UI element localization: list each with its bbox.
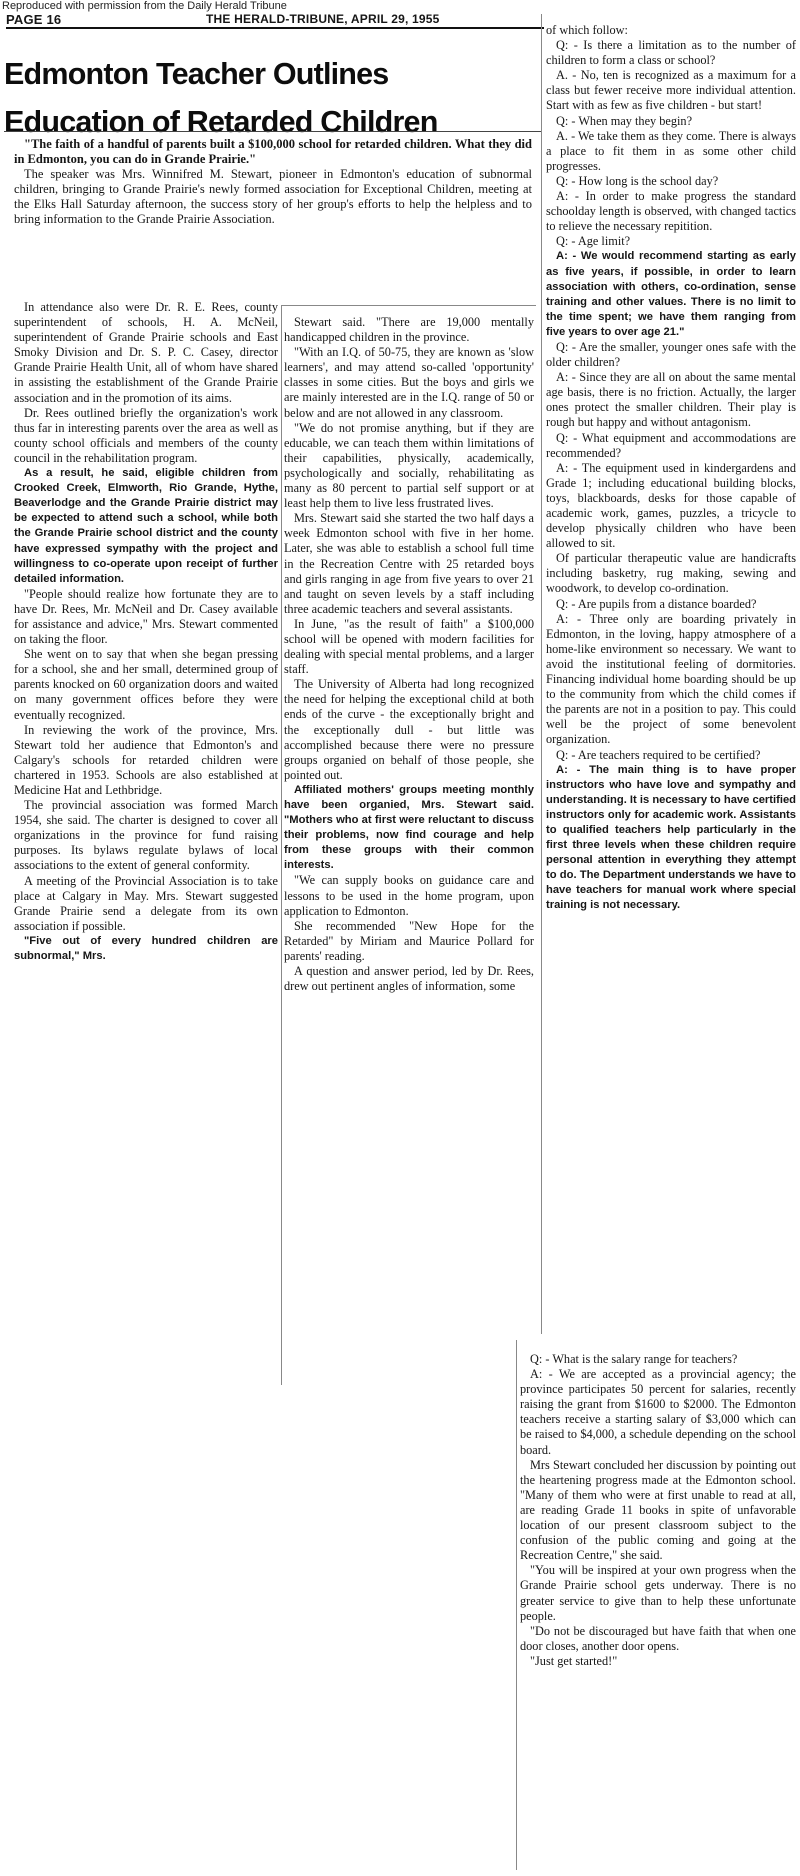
lead-quote: "The faith of a handful of parents built a $100,000 school for retarded children. What they did in Edmonton, you can do in Grande Prairie.": [14, 137, 532, 167]
paragraph: A question and answer period, led by Dr. Rees, drew out pertinent angles of information, some: [284, 964, 534, 994]
paragraph: "Just get started!": [530, 1653, 618, 1668]
question: Q: - What is the salary range for teachers?: [530, 1352, 738, 1366]
headline-rule: [4, 131, 542, 132]
paragraph: The University of Alberta had long recognized the need for helping the exceptional child at both ends of the curve - the exceptionally bright and the exceptionally dull - but little was accomplished because there were no pressure groups organied on behalf of those people, she pointed out.: [284, 677, 534, 782]
column-divider-1: [281, 305, 282, 1385]
article-column-1: [14, 300, 278, 964]
paragraph: In attendance also were Dr. R. E. Rees, county superintendent of schools, H. A. McNeil, superintendent of Grande Prairie schools and East Smoky Division and Dr. S. P. C. Casey, director Grande Prairie Health Unit, all of whom have shared in assisting the establishment of the Grande Prairie association and in the promotion of its aims.: [14, 300, 278, 405]
question: Q: - How long is the school day?: [556, 173, 719, 188]
paragraph: "Do not be discouraged but have faith that when one door closes, another door opens.: [520, 1623, 796, 1653]
paragraph: She recommended "New Hope for the Retarded" by Miriam and Maurice Pollard for parents' reading.: [284, 918, 534, 963]
article-column-2: [284, 315, 534, 994]
answer: A: - In order to make progress the standard schoolday length is observed, with changed tactics to relieve the necessary repitition.: [546, 189, 796, 234]
answer: A: - The main thing is to have proper instructors who have love and sympathy and understanding. It is necessary to have certified instructors only for academic work. Assistants to qualified teachers help particularly in the first three levels when these children require personal attention in everything they attempt to do. The Department understands we have to have teachers for manual work where special training is not necessary.: [546, 763, 796, 912]
paragraph: Stewart said. "There are 19,000 mentally handicapped children in the province.: [284, 315, 534, 345]
column-rule-top: [282, 305, 536, 306]
paragraph: "Five out of every hundred children are subnormal," Mrs.: [14, 934, 278, 963]
answer: A: - We would recommend starting as early as five years, if possible, in order to learn association with others, co-ordination, sense training and other values. There is no limit to the time spent; we have them ranging from five years to over age 21.": [546, 250, 796, 338]
paragraph: Dr. Rees outlined briefly the organization's work thus far in interesting parents over the area as well as county school officials and members of the county council in the rehabilitation program.: [14, 405, 278, 465]
paragraph: Mrs Stewart concluded her discussion by pointing out the heartening progress made at the Edmonton school. "Many of them who were at first unable to read at all, are reading Grade 11 books in spite of unfavorable location of our present classroom subject to the confusion of the public coming and going at the Recreation Centre," she said.: [520, 1457, 796, 1563]
paragraph: Affiliated mothers' groups meeting monthly have been organied, Mrs. Stewart said. "Mothers who at first were reluctant to discuss their problems, now find courage and help from these groups with their common interests.: [284, 783, 534, 872]
headline-line-1: Edmonton Teacher Outlines: [4, 57, 389, 91]
paragraph: of which follow:: [546, 23, 628, 37]
question: Q: - When may they begin?: [556, 113, 693, 128]
column-divider-3: [516, 1340, 517, 1870]
permission-notice: Reproduced with permission from the Daily Herald Tribune: [2, 0, 287, 12]
paragraph: She went on to say that when she began pressing for a school, she and her small, determined group of parents knocked on 60 organization doors and waited on many government offices before they were eventually recognized.: [14, 647, 278, 722]
newspaper-dateline: THE HERALD-TRIBUNE, APRIL 29, 1955: [206, 12, 440, 26]
paragraph: "We can supply books on guidance care and lessons to be used in the home program, upon application to Edmonton.: [284, 873, 534, 918]
column-divider-2: [541, 14, 542, 1334]
answer: A: - Three only are boarding privately in Edmonton, in the loving, happy atmosphere of a home-like environment so necessary. We want to avoid the institutional feeling of dormitories. Financing individual home boarding should be up to the community from which the child comes if the parents are not in a position to pay. This could well be the project of some benevolent organization.: [546, 611, 796, 747]
question: Q: - Are pupils from a distance boarded?: [556, 596, 757, 611]
question: Q: - Age limit?: [556, 234, 631, 249]
lead-paragraph: The speaker was Mrs. Winnifred M. Stewart, pioneer in Edmonton's education of subnormal children, bringing to Grande Prairie's newly formed association for Exceptional Children, meeting at the Elks Hall Saturday afternoon, the success story of her group's efforts to help the helpless and to bring information to the Grande Prairie Association.: [14, 167, 532, 227]
question: Q: - Are teachers required to be certified?: [556, 747, 761, 762]
answer: A: - The equipment used in kindergardens and Grade 1; including educational building blocks, toys, blackboards, desks for those capable of academic work, games, puzzles, a tricycle to develop physically children who have been allowed to sit.: [546, 460, 796, 551]
page-number: PAGE 16: [6, 12, 62, 27]
answer: A: - We are accepted as a provincial agency; the province participates 50 percent for salaries, recently raising the grant from $1600 to $2000. The Edmonton teachers receive a starting salary of $3,000 which can be raised to $4,000, a schedule depending on the school board.: [520, 1367, 796, 1457]
paragraph: "People should realize how fortunate they are to have Dr. Rees, Mr. McNeil and Dr. Casey available for assistance and advice," Mrs. Stewart commented on taking the floor.: [14, 586, 278, 647]
paragraph: The provincial association was formed March 1954, she said. The charter is designed to cover all organizations in the province for fund raising purposes. Its bylaws regulate bylaws of local associations to the extent of general conformity.: [14, 798, 278, 873]
article-lead: [14, 137, 532, 228]
article-column-3: [546, 23, 796, 914]
answer: A. - No, ten is recognized as a maximum for a class but fewer receive more individual attention. Start with as few as five children - but start!: [546, 68, 796, 113]
paragraph: Of particular therapeutic value are handicrafts including basketry, rug making, sewing and woodwork, to develop co-ordination.: [546, 551, 796, 596]
paragraph: A meeting of the Provincial Association is to take place at Calgary in May. Mrs. Stewart suggested Grande Prairie send a delegate from its own association if possible.: [14, 873, 278, 933]
paragraph: "With an I.Q. of 50-75, they are known as 'slow learners', and may attend so-called 'opportunity' classes in some cities. But the boys and girls we are mainly interested are in the I.Q. range of 50 or below and are not allowed in any classroom.: [284, 345, 534, 420]
headline-line-2: Education of Retarded Children: [4, 105, 438, 139]
page-folio: [6, 11, 544, 29]
paragraph: "You will be inspired at your own progress when the Grande Prairie school gets underway. There is no greater service to give than to help these unfortunate people.: [520, 1563, 796, 1623]
paragraph: "We do not promise anything, but if they are educable, we can teach them within limitations of their capabilities, physically, academically, psychologically and socially, rehabilitating as many as 80 percent to partial self support or at least help them to live less frustrated lives.: [284, 420, 534, 511]
paragraph: In June, "as the result of faith" a $100,000 school will be opened with modern facilities for dealing with special mental problems, and a larger staff.: [284, 616, 534, 677]
question: Q: - What equipment and accommodations are recommended?: [546, 430, 796, 460]
paragraph: Mrs. Stewart said she started the two half days a week Edmonton school with five in her home. Later, she was able to establish a school full time in the Recreation Centre with 25 retarded boys and girls ranging in age from five years to over 21 and taught on seven levels by a staff including three academic teachers and several assistants.: [284, 511, 534, 616]
paragraph: In reviewing the work of the province, Mrs. Stewart told her audience that Edmonton's and Calgary's schools for retarded children were chartered in 1953. Schools are also established at Medicine Hat and Lethbridge.: [14, 722, 278, 797]
question: Q: - Is there a limitation as to the number of children to form a class or school?: [546, 38, 796, 68]
paragraph: As a result, he said, eligible children from Crooked Creek, Elmworth, Rio Grande, Hythe, Beaverlodge and the Grande Prairie district may be expected to attend such a school, while both the Grande Prairie school district and the county have expressed sympathy with the project and willingness to co-operate upon receipt of further detailed information.: [14, 467, 278, 585]
article-column-4: [520, 1352, 796, 1669]
answer: A. - We take them as they come. There is always a place to fit them in as some other child progresses.: [546, 128, 796, 173]
question: Q: - Are the smaller, younger ones safe with the older children?: [546, 339, 796, 370]
answer: A: - Since they are all on about the same mental age basis, there is no friction. Actually, the larger ones protect the smaller children. Their play is rough but happy and without antagonism.: [546, 370, 796, 430]
